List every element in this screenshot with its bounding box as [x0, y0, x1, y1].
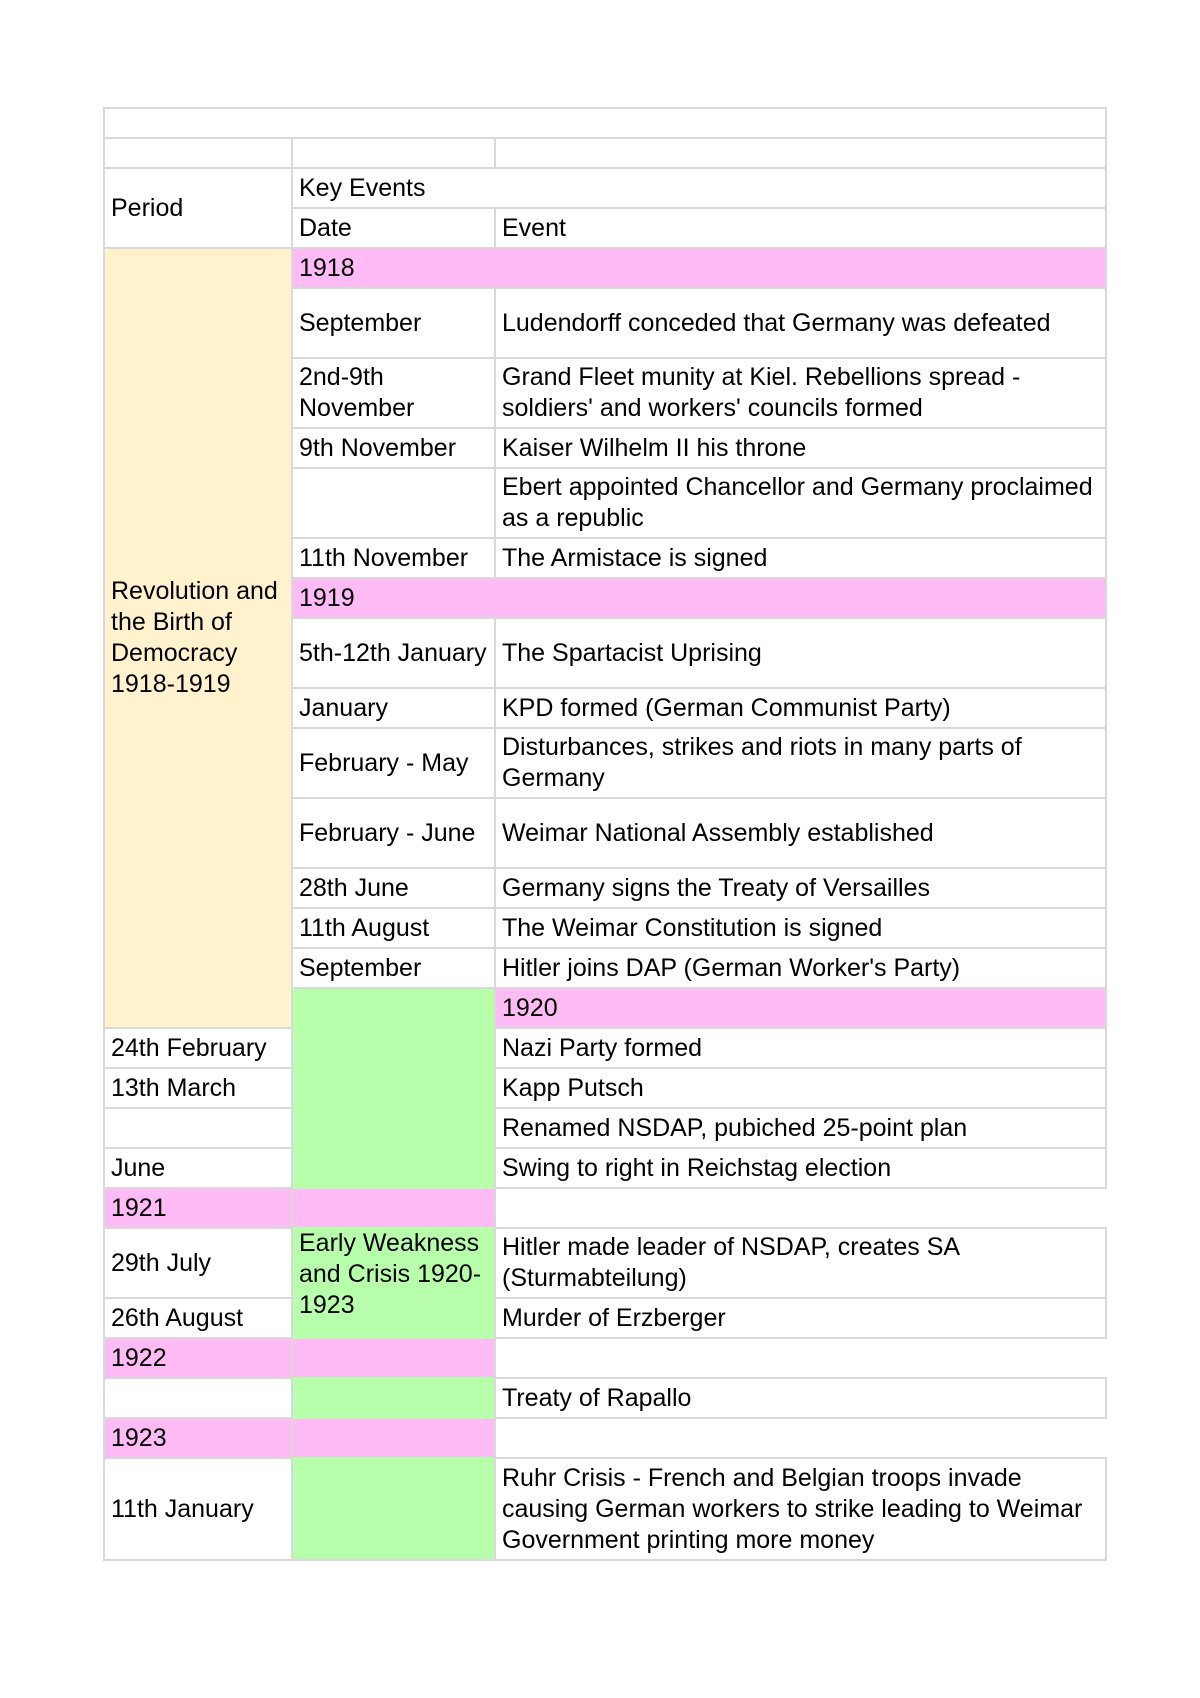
- blank-cell: [495, 138, 1106, 168]
- date-cell: 28th June: [292, 868, 495, 908]
- event-cell: KPD formed (German Communist Party): [495, 688, 1106, 728]
- table-row: [104, 1378, 1106, 1418]
- year-cell: 1923: [104, 1418, 495, 1458]
- event-cell: Ruhr Crisis - French and Belgian troops invade causing German workers to strike leading to Weimar Government printing more money: [495, 1458, 1106, 1560]
- blank-row: [104, 138, 1106, 168]
- event-cell: Renamed NSDAP, pubiched 25-point plan: [495, 1108, 1106, 1148]
- event-cell: Germany signs the Treaty of Versailles: [495, 868, 1106, 908]
- date-header: Date: [292, 208, 495, 248]
- date-cell: February - June: [292, 798, 495, 868]
- table-row: [104, 1148, 1106, 1188]
- blank-cell: [292, 138, 495, 168]
- year-cell: 1919: [292, 578, 1106, 618]
- event-cell: Nazi Party formed: [495, 1028, 1106, 1068]
- year-row: [104, 1338, 1106, 1378]
- event-cell: Grand Fleet munity at Kiel. Rebellions spread - soldiers' and workers' councils formed: [495, 358, 1106, 428]
- key-events-header: Key Events: [292, 168, 1106, 208]
- date-cell: 2nd-9th November: [292, 358, 495, 428]
- year-cell: 1922: [104, 1338, 495, 1378]
- table-row: [104, 1458, 1106, 1560]
- event-cell: Hitler joins DAP (German Worker's Party): [495, 948, 1106, 988]
- event-cell: The Weimar Constitution is signed: [495, 908, 1106, 948]
- date-cell: February - May: [292, 728, 495, 798]
- event-cell: Swing to right in Reichstag election: [495, 1148, 1106, 1188]
- year-row: [104, 1418, 1106, 1458]
- table-row: [104, 1068, 1106, 1108]
- event-cell: The Armistace is signed: [495, 538, 1106, 578]
- date-cell: 29th July: [104, 1228, 292, 1298]
- table-row: [104, 1298, 1106, 1338]
- event-cell: Ebert appointed Chancellor and Germany proclaimed as a republic: [495, 468, 1106, 538]
- blank-row: [104, 108, 1106, 138]
- event-header: Event: [495, 208, 1106, 248]
- event-cell: Ludendorff conceded that Germany was defeated: [495, 288, 1106, 358]
- date-cell: June: [104, 1148, 292, 1188]
- event-cell: Disturbances, strikes and riots in many parts of Germany: [495, 728, 1106, 798]
- year-cell: 1920: [495, 988, 1106, 1028]
- date-cell: 5th-12th January: [292, 618, 495, 688]
- date-cell: 11th January: [104, 1458, 292, 1560]
- table-row: [104, 1228, 1106, 1298]
- blank-cell: [104, 138, 292, 168]
- table-row: [104, 1108, 1106, 1148]
- date-cell: [104, 1108, 292, 1148]
- event-cell: Weimar National Assembly established: [495, 798, 1106, 868]
- date-cell: [104, 1378, 292, 1418]
- event-cell: Treaty of Rapallo: [495, 1378, 1106, 1418]
- date-cell: 13th March: [104, 1068, 292, 1108]
- date-cell: [292, 468, 495, 538]
- date-cell: 24th February: [104, 1028, 292, 1068]
- event-cell: Kapp Putsch: [495, 1068, 1106, 1108]
- date-cell: September: [292, 288, 495, 358]
- event-cell: The Spartacist Uprising: [495, 618, 1106, 688]
- date-cell: 11th August: [292, 908, 495, 948]
- year-row: [104, 248, 1106, 288]
- event-cell: Kaiser Wilhelm II his throne: [495, 428, 1106, 468]
- period-header: Period: [104, 168, 292, 248]
- date-cell: 11th November: [292, 538, 495, 578]
- event-cell: Hitler made leader of NSDAP, creates SA (Sturmabteilung): [495, 1228, 1106, 1298]
- table-row: [104, 1028, 1106, 1068]
- timeline-table: [103, 107, 1107, 1561]
- event-cell: Murder of Erzberger: [495, 1298, 1106, 1338]
- blank-cell: [104, 108, 1106, 138]
- date-cell: September: [292, 948, 495, 988]
- period-cell: Revolution and the Birth of Democracy 1918-1919: [104, 248, 292, 1028]
- date-cell: 9th November: [292, 428, 495, 468]
- year-row: [104, 1188, 1106, 1228]
- date-cell: 26th August: [104, 1298, 292, 1338]
- header-row: [104, 168, 1106, 208]
- year-cell: 1921: [104, 1188, 495, 1228]
- date-cell: January: [292, 688, 495, 728]
- period-cell: Early Weakness and Crisis 1920-1923: [292, 988, 495, 1560]
- year-cell: 1918: [292, 248, 1106, 288]
